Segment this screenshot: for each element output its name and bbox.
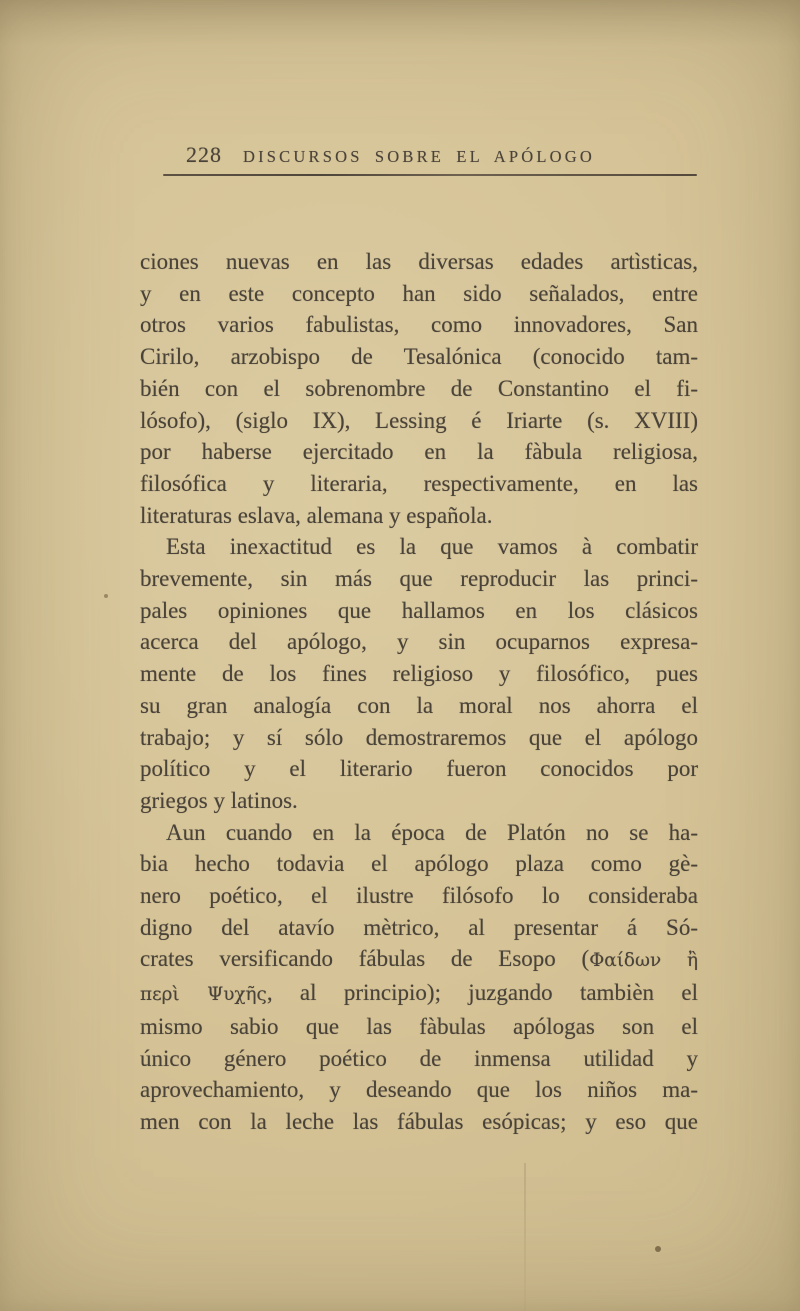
text-line (140, 943, 698, 977)
text-line (140, 658, 698, 690)
line-text: brevemente, sin más que reproducir las princi- (140, 566, 698, 592)
line-text: ciones nuevas en las diversas edades artìsticas, (140, 249, 698, 274)
text-line (140, 563, 698, 595)
line-text: Aun cuando en la época de Platón no se ha- (166, 819, 698, 845)
paper-speck (655, 1246, 661, 1252)
line-text: su gran analogía con la moral nos ahorra el (140, 692, 698, 718)
line-text: digno del atavío mètrico, al presentar á Só- (140, 914, 698, 940)
text-line (140, 278, 698, 310)
line-text: literaturas eslava, alemana y española. (140, 502, 493, 528)
body-text (140, 246, 698, 1138)
line-text: otros varios fabulistas, como innovadores, San (140, 312, 698, 338)
line-text: filosófica y literaria, respectivamente, en las (140, 470, 698, 496)
text-line (140, 373, 698, 405)
line-text: aprovechamiento, y deseando que los niños ma- (140, 1077, 698, 1103)
text-line (140, 595, 698, 627)
text-line (140, 912, 698, 944)
text-line (140, 436, 698, 468)
paper-crease (524, 1163, 526, 1311)
text-line (140, 880, 698, 912)
text-line (140, 785, 698, 817)
text-line (140, 246, 698, 278)
text-line (140, 309, 698, 341)
line-text: mismo sabio que las fàbulas apólogas son el (140, 1013, 698, 1039)
text-line (140, 341, 698, 373)
line-text: y en este concepto han sido señalados, entre (140, 280, 698, 306)
running-title: DISCURSOS SOBRE EL APÓLOGO (242, 147, 595, 166)
text-line (140, 848, 698, 880)
text-line (140, 531, 698, 563)
line-text: trabajo; y sí sólo demostraremos que el apólogo (140, 724, 698, 750)
text-line (140, 500, 698, 532)
text-line (140, 1043, 698, 1075)
text-line (140, 1074, 698, 1106)
line-text: mente de los fines religioso y filosófico, pues (140, 661, 698, 687)
line-text: crates versificando fábulas de Esopo ( (140, 946, 590, 972)
page-number: 228 (186, 142, 222, 167)
text-line (140, 626, 698, 658)
line-text: político y el literario fueron conocidos por (140, 756, 698, 782)
line-text: bia hecho todavia el apólogo plaza como gè- (140, 851, 698, 877)
text-line (140, 977, 698, 1011)
header-rule (163, 174, 697, 176)
text-line (140, 1011, 698, 1043)
line-text: pales opiniones que hallamos en los clásicos (140, 597, 698, 623)
line-text: men con la leche las fábulas esópicas; y eso que (140, 1108, 698, 1134)
greek-text: περὶ Ψυχῆς (140, 984, 267, 1006)
line-text: Esta inexactitud es la que vamos à combatir (166, 534, 698, 560)
line-text: Cirilo, arzobispo de Tesalónica (conocido tam- (140, 344, 698, 370)
line-text: lósofo), (siglo IX), Lessing é Iriarte (s. XVIII) (140, 407, 698, 433)
text-line (140, 405, 698, 437)
text-line (140, 753, 698, 785)
page-header (140, 0, 698, 167)
line-text: bién con el sobrenombre de Constantino el fi- (140, 375, 698, 401)
text-line (140, 690, 698, 722)
line-text: único género poético de inmensa utilidad y (140, 1045, 698, 1071)
text-line (140, 722, 698, 754)
line-text: nero poético, el ilustre filósofo lo consideraba (140, 883, 698, 909)
line-text: por haberse ejercitado en la fàbula religiosa, (140, 439, 698, 465)
greek-text: Φαίδων ἢ (589, 950, 698, 972)
line-text: griegos y latinos. (140, 787, 298, 813)
line-text: acerca del apólogo, y sin ocuparnos expresa- (140, 629, 698, 655)
text-line (140, 468, 698, 500)
text-line (140, 817, 698, 849)
text-line (140, 1106, 698, 1138)
paper-speck (104, 594, 108, 598)
line-text: , al principio); juzgando tambièn el (266, 980, 698, 1006)
